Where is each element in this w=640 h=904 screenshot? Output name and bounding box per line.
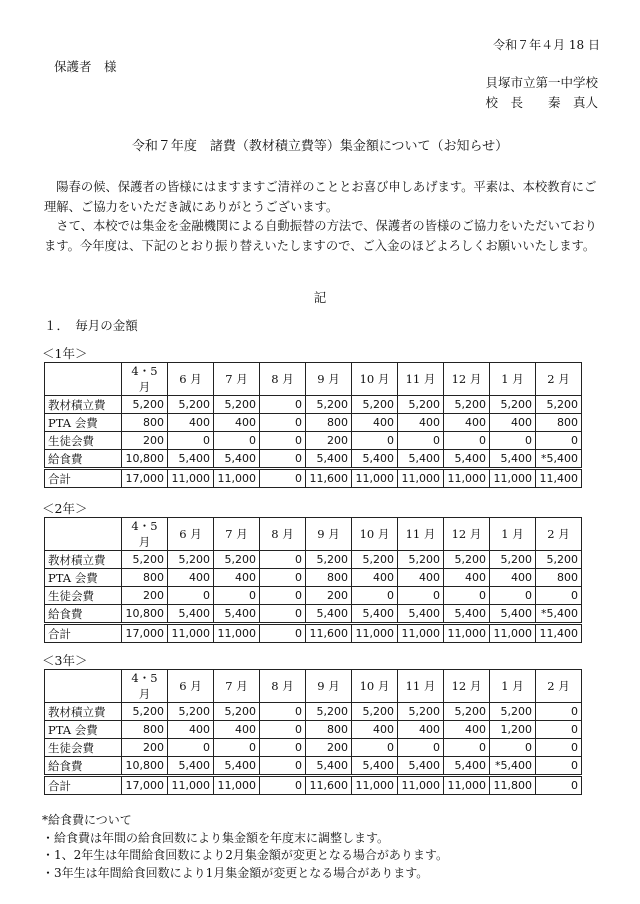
recipient: 保護者 様 — [54, 59, 117, 74]
amount-cell: 5,200 — [214, 551, 260, 569]
total-label-cell: 合計 — [45, 776, 122, 795]
amount-cell: 5,200 — [214, 396, 260, 414]
amount-cell: 5,200 — [168, 396, 214, 414]
total-amount-cell: 11,000 — [444, 776, 490, 795]
amount-cell: 0 — [490, 587, 536, 605]
principal-name: 校 長 秦 真人 — [485, 95, 598, 110]
month-header-cell: 10 月 — [352, 670, 398, 703]
table-header-row — [45, 518, 582, 551]
month-header-cell: 1 月 — [490, 363, 536, 396]
fee-table-grade-3 — [44, 669, 582, 795]
table-row — [45, 703, 582, 721]
school-name: 貝塚市立第一中学校 — [485, 75, 598, 90]
amount-cell: 5,400 — [214, 605, 260, 624]
month-header-cell: 6 月 — [168, 363, 214, 396]
amount-cell: 0 — [398, 739, 444, 757]
table-row — [45, 739, 582, 757]
amount-cell: 5,400 — [168, 757, 214, 776]
total-amount-cell: 11,600 — [306, 776, 352, 795]
amount-cell: 5,200 — [122, 396, 168, 414]
amount-cell: 5,400 — [352, 450, 398, 469]
amount-cell: 400 — [444, 569, 490, 587]
note-line: ・3年生は年間給食回数により1月集金額が変更となる場合があります。 — [42, 865, 429, 880]
month-header-cell: 4・5 月 — [122, 363, 168, 396]
amount-cell: 0 — [214, 432, 260, 450]
amount-cell: 5,200 — [490, 396, 536, 414]
amount-cell: 0 — [168, 587, 214, 605]
amount-cell: 0 — [398, 587, 444, 605]
amount-cell: 5,200 — [490, 551, 536, 569]
total-amount-cell: 11,000 — [168, 469, 214, 488]
row-label-cell: 給食費 — [45, 605, 122, 624]
total-amount-cell: 11,000 — [214, 776, 260, 795]
total-amount-cell: 11,000 — [352, 469, 398, 488]
amount-cell: 5,400 — [444, 605, 490, 624]
amount-cell: 5,400 — [352, 757, 398, 776]
month-header-cell: 8 月 — [260, 518, 306, 551]
amount-cell: 10,800 — [122, 757, 168, 776]
amount-cell: 5,200 — [122, 551, 168, 569]
month-header-cell: 2 月 — [536, 518, 582, 551]
row-label-cell: 教材積立費 — [45, 551, 122, 569]
amount-cell: 10,800 — [122, 450, 168, 469]
amount-cell: 400 — [398, 721, 444, 739]
month-header-cell: 12 月 — [444, 518, 490, 551]
amount-cell: 5,400 — [214, 450, 260, 469]
total-amount-cell: 11,000 — [168, 624, 214, 643]
amount-cell: 5,400 — [306, 450, 352, 469]
row-label-cell: 教材積立費 — [45, 703, 122, 721]
amount-cell: 0 — [260, 739, 306, 757]
amount-cell: 5,400 — [398, 757, 444, 776]
amount-cell: 10,800 — [122, 605, 168, 624]
amount-cell: 400 — [444, 721, 490, 739]
amount-cell: 5,400 — [306, 605, 352, 624]
amount-cell: 5,200 — [352, 551, 398, 569]
month-header-cell: 4・5 月 — [122, 670, 168, 703]
amount-cell: 0 — [260, 450, 306, 469]
amount-cell: 800 — [536, 569, 582, 587]
month-header-cell: 2 月 — [536, 670, 582, 703]
amount-cell: 400 — [490, 569, 536, 587]
amount-cell: 5,200 — [536, 396, 582, 414]
note-line: ・給食費は年間の給食回数により集金額を年度末に調整します。 — [42, 830, 390, 845]
amount-cell: 0 — [536, 587, 582, 605]
amount-cell: 5,400 — [352, 605, 398, 624]
row-label-cell: PTA 会費 — [45, 721, 122, 739]
table-row — [45, 605, 582, 624]
amount-cell: 5,400 — [168, 605, 214, 624]
amount-cell: *5,400 — [490, 757, 536, 776]
amount-cell: 0 — [536, 739, 582, 757]
amount-cell: 5,400 — [444, 757, 490, 776]
total-amount-cell: 17,000 — [122, 624, 168, 643]
amount-cell: 0 — [352, 587, 398, 605]
total-amount-cell: 11,000 — [490, 624, 536, 643]
total-label-cell: 合計 — [45, 624, 122, 643]
amount-cell: 400 — [352, 721, 398, 739]
amount-cell: 0 — [260, 414, 306, 432]
amount-cell: 5,200 — [306, 396, 352, 414]
month-header-cell: 1 月 — [490, 670, 536, 703]
amount-cell: 5,200 — [444, 396, 490, 414]
total-amount-cell: 11,000 — [398, 624, 444, 643]
body-paragraph-1: 陽春の候、保護者の皆様にはますますご清祥のこととお喜び申しあげます。平素は、本校教育にご理解、ご協力をいただき誠にありがとうございます。 — [44, 180, 597, 214]
row-label-cell: PTA 会費 — [45, 569, 122, 587]
table-row — [45, 569, 582, 587]
month-header-cell: 12 月 — [444, 670, 490, 703]
amount-cell: 0 — [444, 432, 490, 450]
grade-label: ＜2年＞ — [42, 501, 88, 516]
total-amount-cell: 11,600 — [306, 624, 352, 643]
month-header-cell: 7 月 — [214, 363, 260, 396]
amount-cell: 400 — [214, 414, 260, 432]
amount-cell: 5,200 — [352, 703, 398, 721]
grade-label: ＜1年＞ — [42, 346, 88, 361]
amount-cell: 5,200 — [306, 703, 352, 721]
amount-cell: 400 — [352, 414, 398, 432]
table-row — [45, 721, 582, 739]
amount-cell: 5,200 — [352, 396, 398, 414]
header-corner-cell — [45, 670, 122, 703]
table-row — [45, 396, 582, 414]
grade-label: ＜3年＞ — [42, 653, 88, 668]
amount-cell: 0 — [398, 432, 444, 450]
table-row — [45, 757, 582, 776]
amount-cell: 400 — [398, 414, 444, 432]
amount-cell: 0 — [168, 739, 214, 757]
section-title: １． 毎月の金額 — [44, 318, 138, 333]
total-amount-cell: 11,000 — [444, 469, 490, 488]
amount-cell: 0 — [536, 432, 582, 450]
total-row — [45, 469, 582, 488]
total-amount-cell: 0 — [260, 469, 306, 488]
total-amount-cell: 11,400 — [536, 469, 582, 488]
amount-cell: 5,200 — [398, 396, 444, 414]
total-amount-cell: 0 — [536, 776, 582, 795]
amount-cell: 800 — [122, 414, 168, 432]
total-amount-cell: 11,000 — [398, 469, 444, 488]
total-amount-cell: 11,000 — [352, 624, 398, 643]
total-amount-cell: 11,400 — [536, 624, 582, 643]
month-header-cell: 10 月 — [352, 518, 398, 551]
amount-cell: 800 — [122, 569, 168, 587]
header-corner-cell — [45, 518, 122, 551]
month-header-cell: 12 月 — [444, 363, 490, 396]
amount-cell: 5,200 — [444, 703, 490, 721]
notes — [42, 812, 448, 882]
note-line: ・1、2年生は年間給食回数により2月集金額が変更となる場合があります。 — [42, 848, 448, 862]
total-amount-cell: 0 — [260, 624, 306, 643]
table-row — [45, 551, 582, 569]
amount-cell: 400 — [214, 721, 260, 739]
fee-table-grade-1 — [44, 362, 582, 488]
total-amount-cell: 11,000 — [214, 469, 260, 488]
amount-cell: 800 — [306, 721, 352, 739]
amount-cell: 200 — [122, 739, 168, 757]
amount-cell: 0 — [352, 739, 398, 757]
amount-cell: 200 — [306, 587, 352, 605]
amount-cell: 0 — [444, 587, 490, 605]
row-label-cell: 生徒会費 — [45, 587, 122, 605]
amount-cell: 0 — [260, 587, 306, 605]
total-amount-cell: 11,000 — [352, 776, 398, 795]
amount-cell: 200 — [306, 432, 352, 450]
total-label-cell: 合計 — [45, 469, 122, 488]
month-header-cell: 4・5 月 — [122, 518, 168, 551]
total-amount-cell: 11,000 — [168, 776, 214, 795]
body-text — [44, 178, 604, 256]
month-header-cell: 7 月 — [214, 670, 260, 703]
amount-cell: 0 — [260, 432, 306, 450]
ki-heading: 記 — [313, 290, 327, 305]
amount-cell: 0 — [536, 721, 582, 739]
notes-heading: *給食費について — [42, 813, 132, 827]
amount-cell: 0 — [490, 432, 536, 450]
month-header-cell: 10 月 — [352, 363, 398, 396]
amount-cell: 5,400 — [444, 450, 490, 469]
fee-table-grade-2 — [44, 517, 582, 643]
amount-cell: 0 — [260, 396, 306, 414]
row-label-cell: 給食費 — [45, 450, 122, 469]
month-header-cell: 8 月 — [260, 363, 306, 396]
amount-cell: *5,400 — [536, 450, 582, 469]
amount-cell: 400 — [214, 569, 260, 587]
amount-cell: 5,400 — [490, 605, 536, 624]
row-label-cell: 生徒会費 — [45, 432, 122, 450]
amount-cell: 5,200 — [398, 551, 444, 569]
row-label-cell: 給食費 — [45, 757, 122, 776]
amount-cell: 5,400 — [398, 605, 444, 624]
total-amount-cell: 11,000 — [398, 776, 444, 795]
document-title: 令和７年度 諸費（教材積立費等）集金額について（お知らせ） — [131, 139, 509, 154]
total-amount-cell: 11,000 — [490, 469, 536, 488]
amount-cell: 5,400 — [398, 450, 444, 469]
amount-cell: 0 — [260, 703, 306, 721]
document-date: 令和７年４月 18 日 — [493, 38, 600, 52]
table-row — [45, 414, 582, 432]
amount-cell: 0 — [260, 551, 306, 569]
amount-cell: 0 — [260, 569, 306, 587]
amount-cell: 400 — [168, 414, 214, 432]
amount-cell: 5,200 — [306, 551, 352, 569]
amount-cell: 800 — [306, 569, 352, 587]
amount-cell: 800 — [306, 414, 352, 432]
amount-cell: 5,200 — [490, 703, 536, 721]
amount-cell: *5,400 — [536, 605, 582, 624]
body-paragraph-2: さて、本校では集金を金融機関による自動振替の方法で、保護者の皆様のご協力をいただいております。今年度は、下記のとおり振り替えいたしますので、ご入金のほどよろしくお願いいたします。 — [44, 219, 597, 253]
amount-cell: 0 — [490, 739, 536, 757]
amount-cell: 5,200 — [444, 551, 490, 569]
month-header-cell: 11 月 — [398, 518, 444, 551]
total-amount-cell: 17,000 — [122, 776, 168, 795]
amount-cell: 200 — [122, 432, 168, 450]
amount-cell: 400 — [444, 414, 490, 432]
total-amount-cell: 11,800 — [490, 776, 536, 795]
amount-cell: 400 — [352, 569, 398, 587]
table-row — [45, 432, 582, 450]
header-corner-cell — [45, 363, 122, 396]
amount-cell: 0 — [214, 739, 260, 757]
amount-cell: 5,400 — [214, 757, 260, 776]
total-amount-cell: 0 — [260, 776, 306, 795]
month-header-cell: 9 月 — [306, 518, 352, 551]
total-row — [45, 624, 582, 643]
amount-cell: 0 — [536, 703, 582, 721]
amount-cell: 0 — [168, 432, 214, 450]
month-header-cell: 9 月 — [306, 670, 352, 703]
amount-cell: 5,200 — [168, 703, 214, 721]
row-label-cell: PTA 会費 — [45, 414, 122, 432]
table-header-row — [45, 670, 582, 703]
amount-cell: 200 — [122, 587, 168, 605]
amount-cell: 0 — [536, 757, 582, 776]
amount-cell: 0 — [260, 605, 306, 624]
month-header-cell: 1 月 — [490, 518, 536, 551]
month-header-cell: 8 月 — [260, 670, 306, 703]
amount-cell: 0 — [260, 757, 306, 776]
total-row — [45, 776, 582, 795]
amount-cell: 5,400 — [306, 757, 352, 776]
month-header-cell: 9 月 — [306, 363, 352, 396]
amount-cell: 0 — [352, 432, 398, 450]
month-header-cell: 11 月 — [398, 670, 444, 703]
amount-cell: 5,200 — [168, 551, 214, 569]
table-row — [45, 450, 582, 469]
amount-cell: 800 — [536, 414, 582, 432]
amount-cell: 0 — [444, 739, 490, 757]
row-label-cell: 教材積立費 — [45, 396, 122, 414]
amount-cell: 800 — [122, 721, 168, 739]
table-row — [45, 587, 582, 605]
amount-cell: 5,200 — [122, 703, 168, 721]
amount-cell: 5,200 — [214, 703, 260, 721]
amount-cell: 400 — [398, 569, 444, 587]
amount-cell: 400 — [168, 569, 214, 587]
amount-cell: 5,400 — [168, 450, 214, 469]
amount-cell: 0 — [214, 587, 260, 605]
total-amount-cell: 17,000 — [122, 469, 168, 488]
amount-cell: 5,200 — [398, 703, 444, 721]
amount-cell: 1,200 — [490, 721, 536, 739]
total-amount-cell: 11,000 — [214, 624, 260, 643]
month-header-cell: 6 月 — [168, 670, 214, 703]
amount-cell: 200 — [306, 739, 352, 757]
amount-cell: 400 — [490, 414, 536, 432]
total-amount-cell: 11,000 — [444, 624, 490, 643]
amount-cell: 5,400 — [490, 450, 536, 469]
month-header-cell: 2 月 — [536, 363, 582, 396]
amount-cell: 5,200 — [536, 551, 582, 569]
amount-cell: 400 — [168, 721, 214, 739]
total-amount-cell: 11,600 — [306, 469, 352, 488]
amount-cell: 0 — [260, 721, 306, 739]
month-header-cell: 11 月 — [398, 363, 444, 396]
table-header-row — [45, 363, 582, 396]
month-header-cell: 6 月 — [168, 518, 214, 551]
row-label-cell: 生徒会費 — [45, 739, 122, 757]
month-header-cell: 7 月 — [214, 518, 260, 551]
